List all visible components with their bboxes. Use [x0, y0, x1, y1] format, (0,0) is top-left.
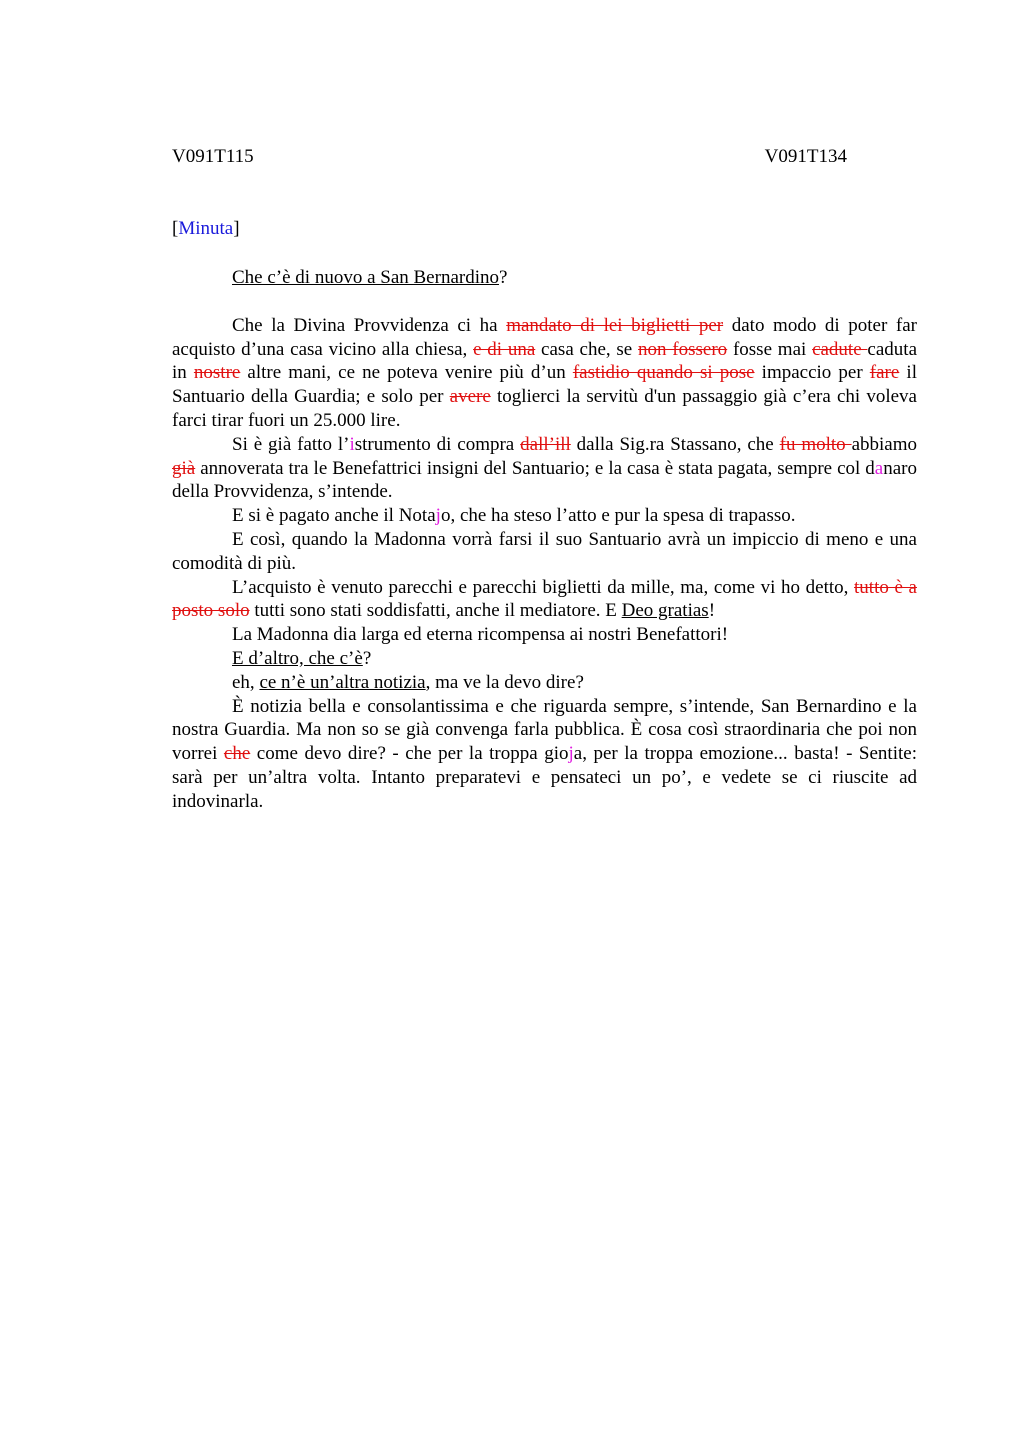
paragraph-7: [172, 647, 917, 671]
text-run: Che la Divina Provvidenza ci ha: [232, 314, 507, 336]
deleted-text: fare: [869, 362, 900, 384]
text-run: strumento di compra: [354, 433, 521, 455]
text-run: come devo dire? - che per la troppa gio: [250, 743, 569, 765]
inserted-letter: j: [435, 505, 441, 527]
text-run: E si è pagato anche il Nota: [232, 505, 436, 527]
paragraph-4: [172, 528, 917, 576]
deleted-text: fastidio quando si pose: [572, 362, 755, 384]
text-run: il Santuario della Guardia; e solo per: [172, 362, 917, 408]
title-punct: ?: [498, 267, 508, 288]
underlined-text: ce n’è un’altra notizia: [259, 671, 426, 693]
text-run: naro della Provvidenza, s’intende.: [172, 457, 917, 503]
text-run: caduta in: [172, 338, 917, 384]
text-run: ?: [362, 647, 372, 669]
title-text: Che c’è di nuovo a San Bernardino: [232, 267, 499, 288]
deleted-text: dall’ill: [520, 433, 571, 455]
deleted-text: avere: [449, 386, 491, 408]
paragraph-5: [172, 576, 917, 624]
inserted-letter: j: [568, 743, 574, 765]
text-run: toglierci la servitù d'un passaggio già c’era chi voleva farci tirar fuori un 25.000 lire.: [172, 386, 917, 431]
text-run: dato modo di poter far acquisto d’una casa vicino alla chiesa,: [172, 314, 917, 360]
text-run: dalla Sig.ra Stassano, che: [570, 433, 780, 455]
paragraph-8: [172, 671, 917, 695]
letter-body: [172, 266, 917, 814]
deleted-text: già: [172, 457, 196, 479]
underlined-text: Deo gratias: [621, 600, 709, 622]
text-run: altre mani, ce ne poteva venire più d’un: [240, 362, 573, 384]
deleted-text: non fossero: [638, 338, 728, 360]
minuta-label: [172, 218, 240, 240]
document-code-right: V091T134: [764, 146, 847, 167]
text-run: eh,: [232, 671, 260, 693]
text-run: E così, quando la Madonna vorrà farsi il suo Santuario avrà un impiccio di meno e una comodità di più.: [172, 528, 917, 574]
header-row: [172, 146, 847, 170]
inserted-letter: a: [874, 457, 884, 479]
text-run: casa che, se: [535, 338, 639, 360]
text-run: È notizia bella e consolantissima e che riguarda sempre, s’intende, San Bernardino e la nostra Guardia. Ma non so se già convenga farla pubblica. È cosa così straordinaria che poi non vorrei: [172, 695, 917, 765]
minuta-word: Minuta: [178, 218, 234, 239]
text-run: , ma ve la devo dire?: [425, 671, 584, 693]
bracket-close: ]: [233, 218, 240, 239]
bracket-open: [: [172, 218, 179, 239]
text-run: a, per la troppa emozione... basta! - Sentite: sarà per un’altra volta. Intanto preparatevi e pensateci un po’, e vedete se ci riuscite ad indovinarla.: [172, 743, 917, 812]
deleted-text: tutto è a posto solo: [172, 576, 917, 622]
text-run: L’acquisto è venuto parecchi e parecchi biglietti da mille, ma, come vi ho detto,: [232, 576, 855, 598]
document-title: [172, 266, 917, 290]
deleted-text: fu molto: [779, 433, 852, 455]
deleted-text: nostre: [193, 362, 241, 384]
paragraph-2: [172, 433, 917, 504]
text-run: annoverata tra le Benefattrici insigni del Santuario; e la casa è stata pagata, sempre col d: [195, 457, 875, 479]
paragraph-9: [172, 695, 917, 814]
underlined-text: E d’altro, che c’è: [232, 647, 363, 669]
paragraph-3: [172, 504, 917, 528]
deleted-text: che: [223, 743, 251, 765]
text-run: impaccio per: [754, 362, 870, 384]
text-run: !: [708, 600, 716, 622]
deleted-text: mandato di lei biglietti per: [506, 314, 724, 336]
deleted-text: e di una: [473, 338, 536, 360]
deleted-text: cadute: [812, 338, 868, 360]
text-run: o, che ha steso l’atto e pur la spesa di trapasso.: [440, 505, 796, 527]
document-code-left: V091T115: [172, 146, 254, 167]
inserted-letter: i: [349, 433, 355, 455]
text-run: abbiamo: [851, 433, 917, 455]
paragraph-6: [172, 623, 917, 647]
text-run: fosse mai: [727, 338, 813, 360]
text-run: Si è già fatto l’: [232, 433, 350, 455]
text-run: tutti sono stati soddisfatti, anche il mediatore. E: [249, 600, 622, 622]
paragraph-1: [172, 314, 917, 433]
text-run: La Madonna dia larga ed eterna ricompensa ai nostri Benefattori!: [232, 624, 729, 646]
